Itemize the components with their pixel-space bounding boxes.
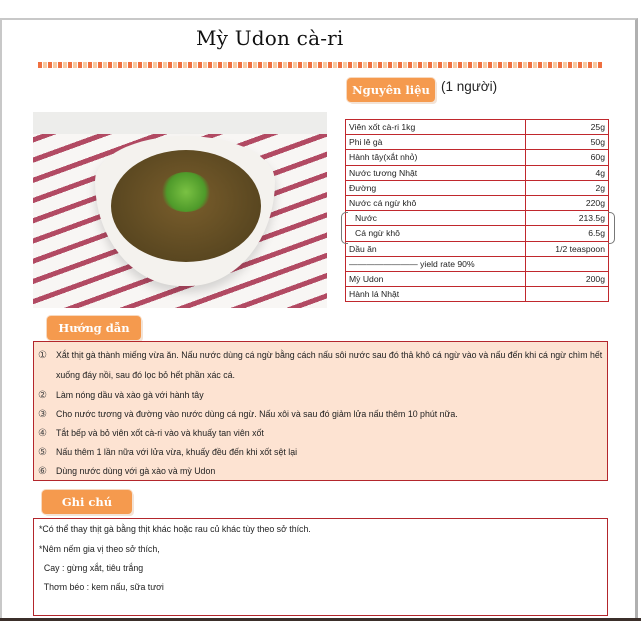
note-line: Cay : gừng xắt, tiêu trắng	[39, 563, 144, 573]
table-row	[346, 135, 609, 150]
step-number: ⑤	[38, 447, 47, 458]
table-row	[346, 271, 609, 286]
ingredient-amount: 60g	[526, 150, 609, 165]
step-text: Cho nước tương và đường vào nước dùng cá ngừ. Nấu xôi và sau đó giảm lửa nấu thêm 10 phút nữa.	[56, 409, 458, 419]
ingredient-amount: 50g	[526, 135, 609, 150]
table-row	[346, 226, 609, 241]
step-number: ①	[38, 350, 47, 361]
step-number: ③	[38, 409, 47, 420]
ingredient-name: Dầu ăn	[346, 241, 526, 256]
ingredient-name: Phi lê gà	[346, 135, 526, 150]
step-item	[38, 350, 604, 385]
ingredient-amount	[526, 256, 609, 271]
note-line: *Có thể thay thịt gà bằng thịt khác hoặc rau củ khác tùy theo sở thích.	[39, 524, 311, 534]
table-row	[346, 211, 609, 226]
note-line: *Nêm nếm gia vị theo sở thích,	[39, 544, 160, 554]
ingredient-amount: 25g	[526, 120, 609, 135]
table-row	[346, 287, 609, 302]
ingredient-name: Nước	[346, 211, 526, 226]
instructions-heading-badge: Hướng dẫn	[47, 316, 141, 340]
ingredient-amount: 2g	[526, 180, 609, 195]
dish-photo	[33, 112, 327, 308]
ingredient-amount: 213.5g	[526, 211, 609, 226]
sub-ingredient-bracket-right	[608, 212, 615, 244]
ingredient-name: Nước cá ngừ khô	[346, 195, 526, 210]
ingredients-table	[345, 119, 609, 302]
step-item	[38, 409, 604, 425]
ingredient-name: Đường	[346, 180, 526, 195]
ingredient-name: Hành lá Nhật	[346, 287, 526, 302]
step-text: Làm nóng dầu và xào gà với hành tây	[56, 390, 204, 400]
step-item	[38, 428, 604, 444]
table-row	[346, 180, 609, 195]
dashed-divider	[38, 62, 602, 68]
notes-heading-badge: Ghi chú	[42, 490, 132, 514]
notes-box	[33, 518, 608, 616]
ingredient-amount: 200g	[526, 271, 609, 286]
ingredient-amount	[526, 287, 609, 302]
yield-rate-note: ———————— yield rate 90%	[346, 256, 526, 271]
step-item	[38, 466, 604, 482]
note-line: Thơm béo : kem nấu, sữa tươi	[39, 582, 164, 592]
ingredient-amount: 220g	[526, 195, 609, 210]
step-item	[38, 390, 604, 406]
recipe-title: Mỳ Udon cà-ri	[196, 26, 344, 50]
table-row	[346, 120, 609, 135]
step-item	[38, 447, 604, 463]
step-text: Nấu thêm 1 lần nữa với lửa vừa, khuấy đều đến khi xốt sệt lại	[56, 447, 298, 457]
green-onion-topping-image	[161, 172, 211, 212]
table-row	[346, 165, 609, 180]
table-row	[346, 241, 609, 256]
photo-background	[33, 112, 327, 134]
step-text: Dùng nước dùng với gà xào và mỳ Udon	[56, 466, 216, 476]
step-text: Xắt thịt gà thành miếng vừa ăn. Nấu nước dùng cá ngừ bằng cách nấu sôi nước sau đó thả khô cá ngừ vào và nấu đến khi cá ngừ chìm hết xuống đáy nồi, sau đó lọc bỏ hết phần xác cá.	[56, 350, 603, 380]
serving-size: (1 người)	[441, 79, 498, 94]
step-text: Tắt bếp và bỏ viên xốt cà-ri vào và khuấy tan viên xốt	[56, 428, 264, 438]
table-row	[346, 256, 609, 271]
instructions-box	[33, 341, 608, 481]
ingredient-name: Mỳ Udon	[346, 271, 526, 286]
step-number: ④	[38, 428, 47, 439]
table-row	[346, 150, 609, 165]
ingredient-name: Nước tương Nhật	[346, 165, 526, 180]
ingredient-name: Hành tây(xắt nhỏ)	[346, 150, 526, 165]
step-number: ⑥	[38, 466, 47, 477]
ingredient-name: Viên xốt cà-ri 1kg	[346, 120, 526, 135]
ingredient-amount: 4g	[526, 165, 609, 180]
ingredients-heading-badge: Nguyên liệu	[347, 78, 435, 102]
sub-ingredient-bracket-left	[341, 212, 348, 244]
page-bottom-edge	[0, 618, 641, 621]
ingredient-amount: 6.5g	[526, 226, 609, 241]
table-row	[346, 195, 609, 210]
ingredient-amount: 1/2 teaspoon	[526, 241, 609, 256]
ingredient-name: Cá ngừ khô	[346, 226, 526, 241]
step-number: ②	[38, 390, 47, 401]
